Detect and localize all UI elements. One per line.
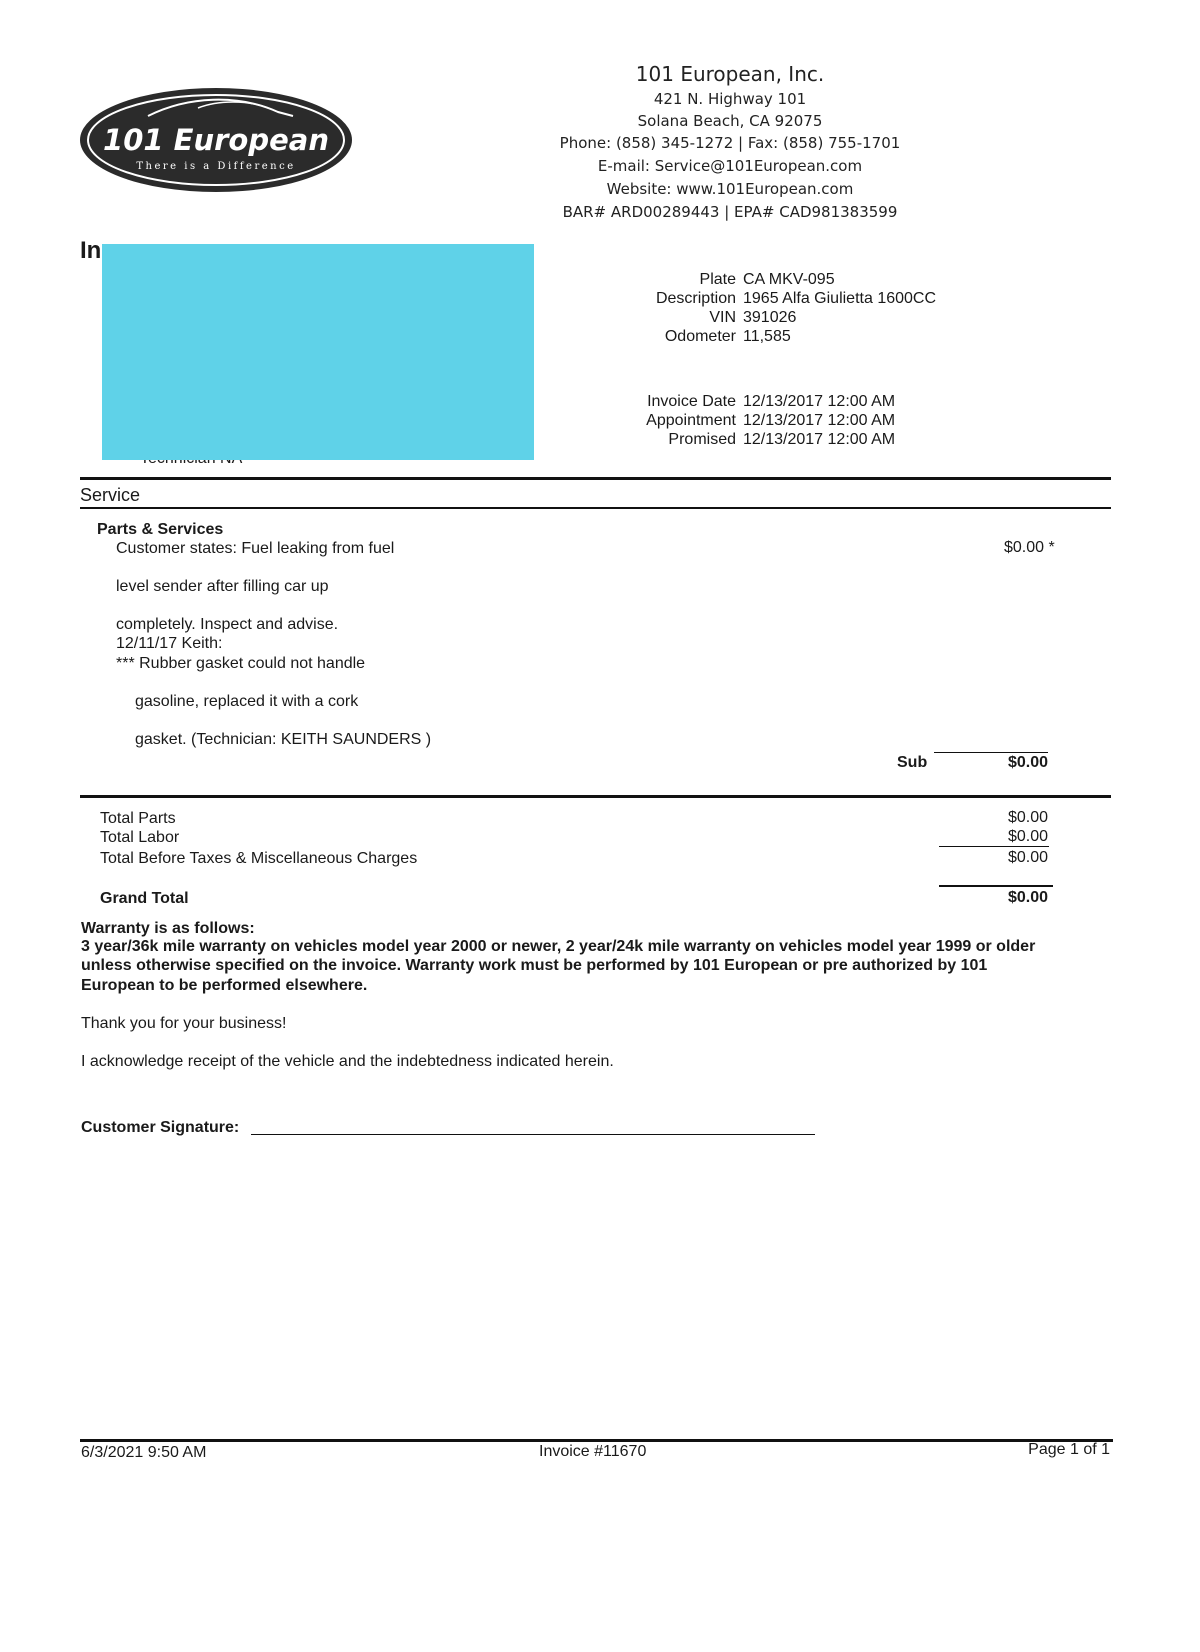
company-logo (78, 86, 354, 194)
total-parts-value: $0.00 (1007, 809, 1048, 826)
company-name: 101 European, Inc. (635, 62, 825, 86)
warranty-title: Warranty is as follows: (81, 920, 255, 937)
acknowledge-text: I acknowledge receipt of the vehicle and the indebtedness indicated herein. (81, 1053, 614, 1070)
service-section-title: Service (80, 485, 141, 505)
appointment-label: Appointment (646, 412, 736, 429)
before-tax-rule (939, 846, 1049, 847)
odometer-value: 11,585 (743, 328, 791, 345)
company-address-line2: Solana Beach, CA 92075 (637, 112, 823, 130)
parts-services-title: Parts & Services (97, 521, 224, 538)
appointment-value: 12/13/2017 12:00 AM (743, 412, 896, 429)
vin-value: 391026 (743, 309, 797, 326)
service-line-6: gasoline, replaced it with a cork (135, 693, 359, 710)
sub-label: Sub (897, 754, 928, 771)
service-amount: $0.00 * (1004, 539, 1055, 556)
invoice-date-label: Invoice Date (647, 393, 736, 410)
company-phone-fax: Phone: (858) 345-1272 | Fax: (858) 755-1701 (559, 134, 901, 152)
sub-rule (934, 752, 1048, 753)
footer-invoice-number: Invoice #11670 (539, 1443, 647, 1460)
warranty-line-3: European to be performed elsewhere. (81, 977, 368, 994)
warranty-line-2: unless otherwise specified on the invoice. Warranty work must be performed by 101 European or pre authorized by 101 (81, 957, 988, 974)
odometer-label: Odometer (664, 328, 736, 345)
grand-total-rule (939, 885, 1053, 887)
plate-value: CA MKV-095 (743, 271, 835, 288)
company-website: Website: www.101European.com (606, 180, 854, 198)
promised-label: Promised (668, 431, 736, 448)
total-labor-value: $0.00 (1007, 828, 1048, 845)
footer-page-number: Page 1 of 1 (1028, 1441, 1110, 1458)
plate-label: Plate (699, 271, 736, 288)
before-tax-label: Total Before Taxes & Miscellaneous Charges (100, 850, 418, 867)
service-header-rule (80, 507, 1111, 509)
sub-amount: $0.00 (1007, 754, 1048, 771)
service-line-4: 12/11/17 Keith: (116, 635, 223, 652)
logo-brand-text: 101 European (103, 123, 329, 157)
vin-label: VIN (709, 309, 736, 326)
service-line-7: gasket. (Technician: KEITH SAUNDERS ) (135, 731, 432, 748)
description-label: Description (655, 290, 736, 307)
invoice-date-value: 12/13/2017 12:00 AM (743, 393, 896, 410)
grand-total-label: Grand Total (100, 890, 189, 907)
before-tax-value: $0.00 (1007, 849, 1048, 866)
signature-label: Customer Signature: (81, 1119, 240, 1136)
promised-value: 12/13/2017 12:00 AM (743, 431, 896, 448)
total-parts-label: Total Parts (100, 810, 176, 827)
grand-total-value: $0.00 (1007, 889, 1048, 906)
signature-line[interactable] (251, 1134, 815, 1135)
total-labor-label: Total Labor (100, 829, 180, 846)
service-line-3: completely. Inspect and advise. (116, 616, 339, 633)
service-line-5: *** Rubber gasket could not handle (116, 655, 366, 672)
service-line-1: Customer states: Fuel leaking from fuel (116, 540, 395, 557)
footer-printed-date: 6/3/2021 9:50 AM (81, 1444, 207, 1461)
warranty-line-1: 3 year/36k mile warranty on vehicles model year 2000 or newer, 2 year/24k mile warranty on vehicles model year 1999 or older (81, 938, 1036, 955)
thank-you-text: Thank you for your business! (81, 1015, 287, 1032)
service-top-rule (80, 477, 1111, 480)
redaction-block (102, 244, 534, 460)
totals-top-rule (80, 795, 1111, 798)
service-line-2: level sender after filling car up (116, 578, 329, 595)
description-value: 1965 Alfa Giulietta 1600CC (743, 290, 937, 307)
footer-rule (80, 1439, 1113, 1442)
company-license: BAR# ARD00289443 | EPA# CAD981383599 (562, 203, 898, 221)
company-email: E-mail: Service@101European.com (597, 157, 863, 175)
logo-tagline: There is a Difference (136, 161, 296, 172)
company-address-line1: 421 N. Highway 101 (653, 90, 807, 108)
invoice-heading: In (80, 237, 102, 264)
